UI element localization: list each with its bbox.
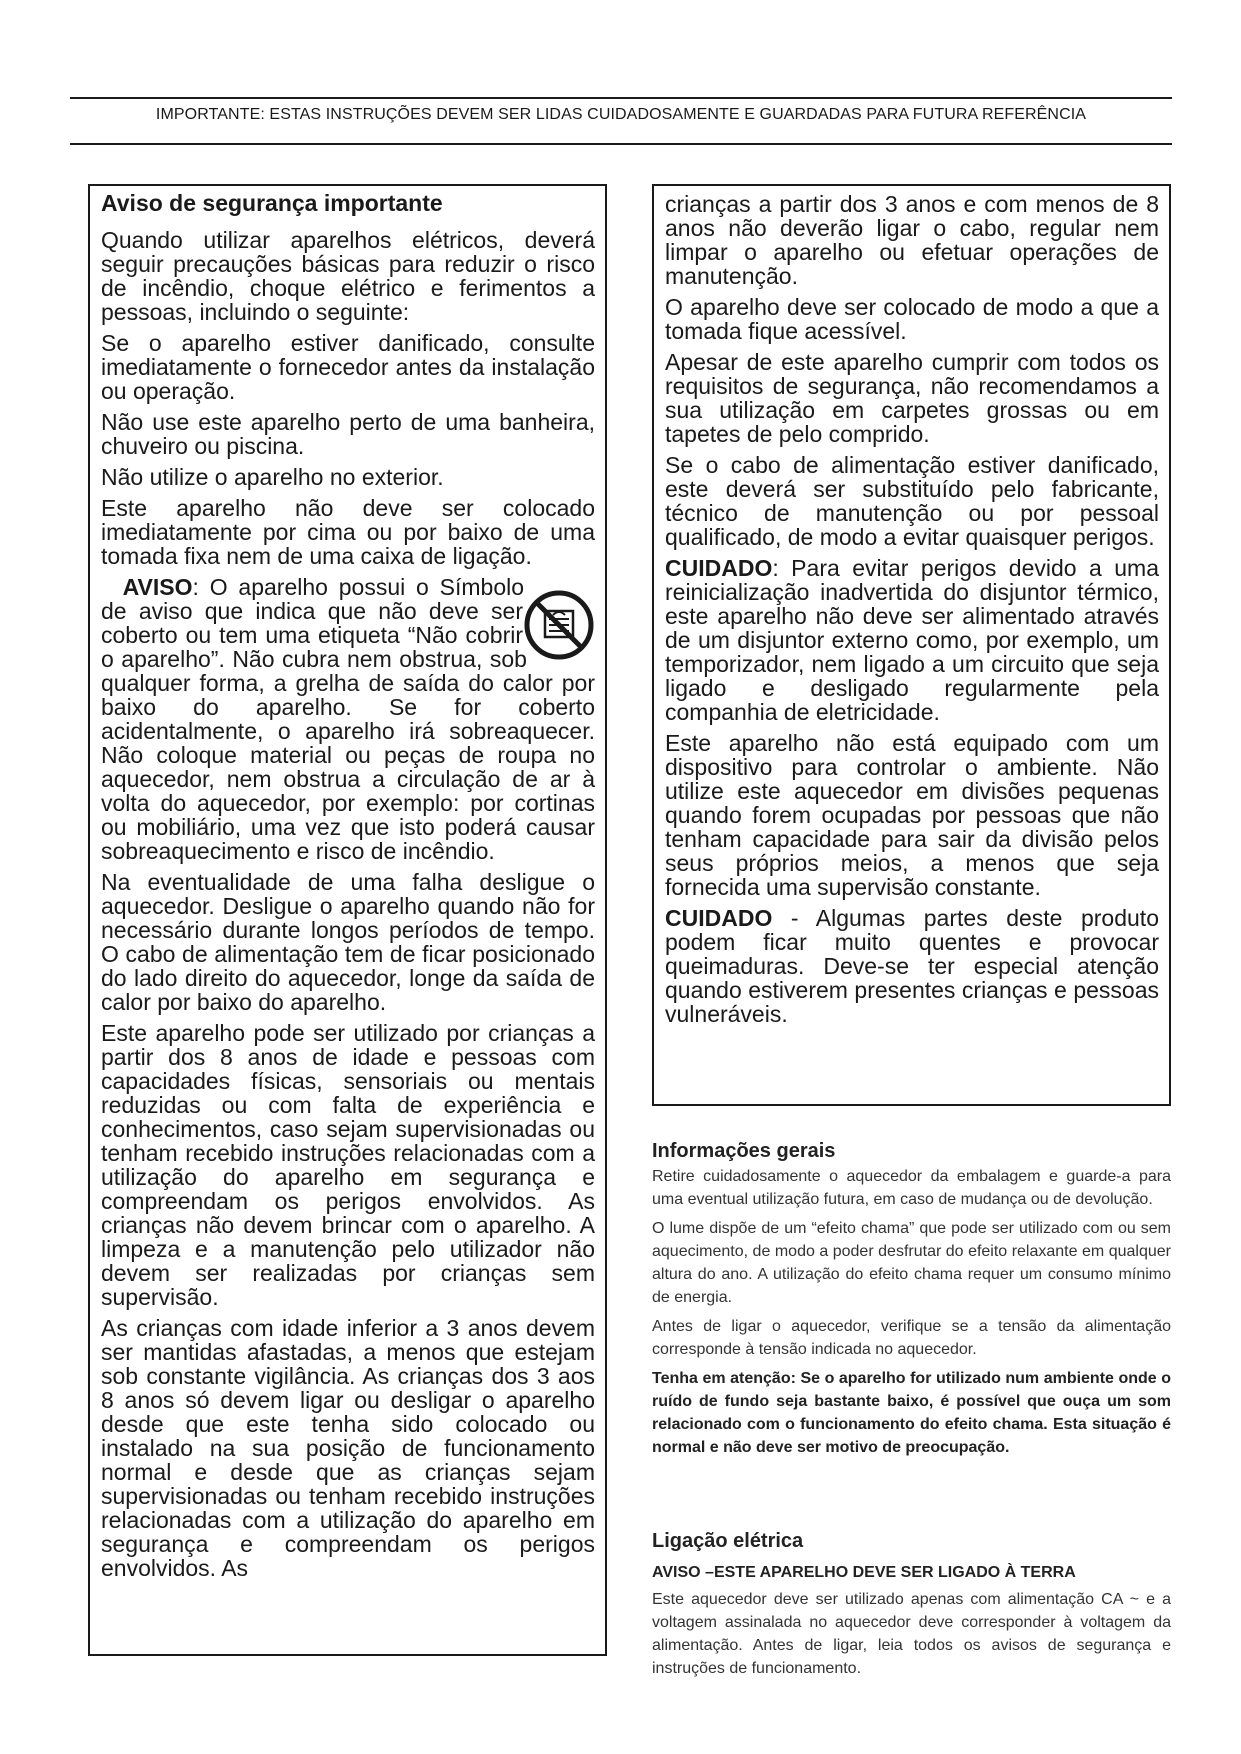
caution-label: CUIDADO: [665, 555, 773, 581]
caution-paragraph: [665, 556, 1159, 724]
safety-paragraph: Não use este aparelho perto de uma banheira, chuveiro ou piscina.: [101, 409, 595, 459]
safety-paragraph: Quando utilizar aparelhos elétricos, deverá seguir precauções básicas para reduzir o risco de incêndio, choque elétrico e ferimentos a pessoas, incluindo o seguinte:: [101, 227, 595, 325]
caution-text: - Algumas partes deste produto podem ficar muito quentes e provocar queimaduras. Deve-se ter especial atenção quando estiverem presentes crianças e pessoas vulneráveis.: [665, 905, 1159, 1027]
caution-paragraph: [665, 906, 1159, 1026]
electrical-paragraph: Este aquecedor deve ser utilizado apenas com alimentação CA ~ e a voltagem assinalada no aquecedor deve corresponder à voltagem da alimentação. Antes de ligar, leia todos os avisos de segurança e instruções de funcionamento.: [652, 1591, 1171, 1677]
electrical-title: Ligação elétrica: [652, 1530, 804, 1552]
safety-paragraph: Não utilize o aparelho no exterior.: [101, 464, 444, 490]
safety-paragraph: O aparelho deve ser colocado de modo a que a tomada fique acessível.: [665, 294, 1159, 344]
general-info-note: Tenha em atenção: Se o aparelho for utilizado num ambiente onde o ruído de fundo seja bastante baixo, é possível que ouça um som relacionado com o funcionamento do efeito chama. Esta situação é normal e não deve ser motivo de preocupação.: [652, 1370, 1171, 1456]
header-rule-bottom: [70, 143, 1172, 145]
electrical-warning: AVISO –ESTE APARELHO DEVE SER LIGADO À TERRA: [652, 1564, 1076, 1581]
warning-label: AVISO: [122, 574, 193, 600]
safety-box-left: [88, 184, 607, 1656]
general-info-section: [652, 1140, 1171, 1465]
header-notice: IMPORTANTE: ESTAS INSTRUÇÕES DEVEM SER LIDAS CUIDADOSAMENTE E GUARDADAS PARA FUTURA REFERÊNCIA: [155, 106, 1087, 123]
general-info-paragraph: Antes de ligar o aquecedor, verifique se a tensão da alimentação corresponde à tensão indicada no aquecedor.: [652, 1318, 1171, 1358]
safety-paragraph: Este aparelho não está equipado com um dispositivo para controlar o ambiente. Não utilize este aquecedor em divisões pequenas quando forem ocupadas por pessoas que não tenham capacidade para sair da divisão pelos seus próprios meios, a menos que seja fornecida uma supervisão constante.: [665, 730, 1159, 900]
do-not-cover-icon: [523, 589, 595, 667]
caution-label: CUIDADO: [665, 905, 773, 931]
safety-paragraph: As crianças com idade inferior a 3 anos devem ser mantidas afastadas, a menos que estejam sob constante vigilância. As crianças dos 3 aos 8 anos só devem ligar ou desligar o aparelho desde que este tenha sido colocado ou instalado na sua posição de funcionamento normal e desde que as crianças sejam supervisionadas ou tenham recebido instruções relacionadas com a utilização do aparelho em segurança e compreendam os perigos envolvidos. As: [101, 1315, 595, 1581]
safety-paragraph: crianças a partir dos 3 anos e com menos de 8 anos não deverão ligar o cabo, regular nem limpar o aparelho ou efetuar operações de manutenção.: [665, 191, 1159, 289]
safety-paragraph: Este aparelho pode ser utilizado por crianças a partir dos 8 anos de idade e pessoas com capacidades físicas, sensoriais ou mentais reduzidas ou com falta de experiência e conhecimentos, caso sejam supervisionadas ou tenham recebido instruções relacionadas com a utilização do aparelho em segurança e compreendam os perigos envolvidos. As crianças não devem brincar com o aparelho. A limpeza e a manutenção pelo utilizador não devem ser realizadas por crianças sem supervisão.: [101, 1020, 595, 1310]
warning-text: : O aparelho possui o Símbolo de aviso que indica que não deve ser coberto ou tem uma etiqueta “Não cobrir o aparelho”. Não cubra nem obstrua, sob qualquer forma, a grelha de saída do calor por baixo do aparelho. Se for coberto acidentalmente, o aparelho irá sobreaquecer. Não coloque material ou peças de roupa no aquecedor, nem obstrua a circulação de ar à volta do aquecedor, por exemplo: por cortinas ou mobiliário, uma vez que isto poderá causar sobreaquecimento e risco de incêndio.: [101, 574, 595, 864]
safety-paragraph: Este aparelho não deve ser colocado imediatamente por cima ou por baixo de uma tomada fixa nem de uma caixa de ligação.: [101, 495, 595, 569]
electrical-section: [652, 1530, 1171, 1686]
general-info-paragraph: Retire cuidadosamente o aquecedor da embalagem e guarde-a para uma eventual utilização futura, em caso de mudança ou de devolução.: [652, 1168, 1171, 1208]
safety-paragraph: Se o cabo de alimentação estiver danificado, este deverá ser substituído pelo fabricante, técnico de manutenção ou por pessoal qualificado, de modo a evitar quaisquer perigos.: [665, 452, 1159, 550]
safety-paragraph: Apesar de este aparelho cumprir com todos os requisitos de segurança, não recomendamos a sua utilização em carpetes grossas ou em tapetes de pelo comprido.: [665, 349, 1159, 447]
general-info-title: Informações gerais: [652, 1140, 836, 1162]
caution-text: : Para evitar perigos devido a uma reinicialização inadvertida do disjuntor térmico, este aparelho não deve ser alimentado através de um disjuntor externo como, por exemplo, um temporizador, nem ligado a um circuito que seja ligado e desligado regularmente pela companhia de eletricidade.: [665, 555, 1159, 725]
warning-paragraph: [101, 575, 595, 863]
safety-box-right: [652, 184, 1171, 1106]
safety-title: Aviso de segurança importante: [101, 190, 443, 216]
safety-paragraph: Na eventualidade de uma falha desligue o aquecedor. Desligue o aparelho quando não for necessário durante longos períodos de tempo. O cabo de alimentação tem de ficar posicionado do lado direito do aquecedor, longe da saída de calor por baixo do aparelho.: [101, 869, 595, 1015]
header-rule-top: [70, 97, 1172, 99]
safety-paragraph: Se o aparelho estiver danificado, consulte imediatamente o fornecedor antes da instalação ou operação.: [101, 330, 595, 404]
general-info-paragraph: O lume dispõe de um “efeito chama” que pode ser utilizado com ou sem aquecimento, de modo a poder desfrutar do efeito relaxante em qualquer altura do ano. A utilização do efeito chama requer um consumo mínimo de energia.: [652, 1220, 1171, 1306]
